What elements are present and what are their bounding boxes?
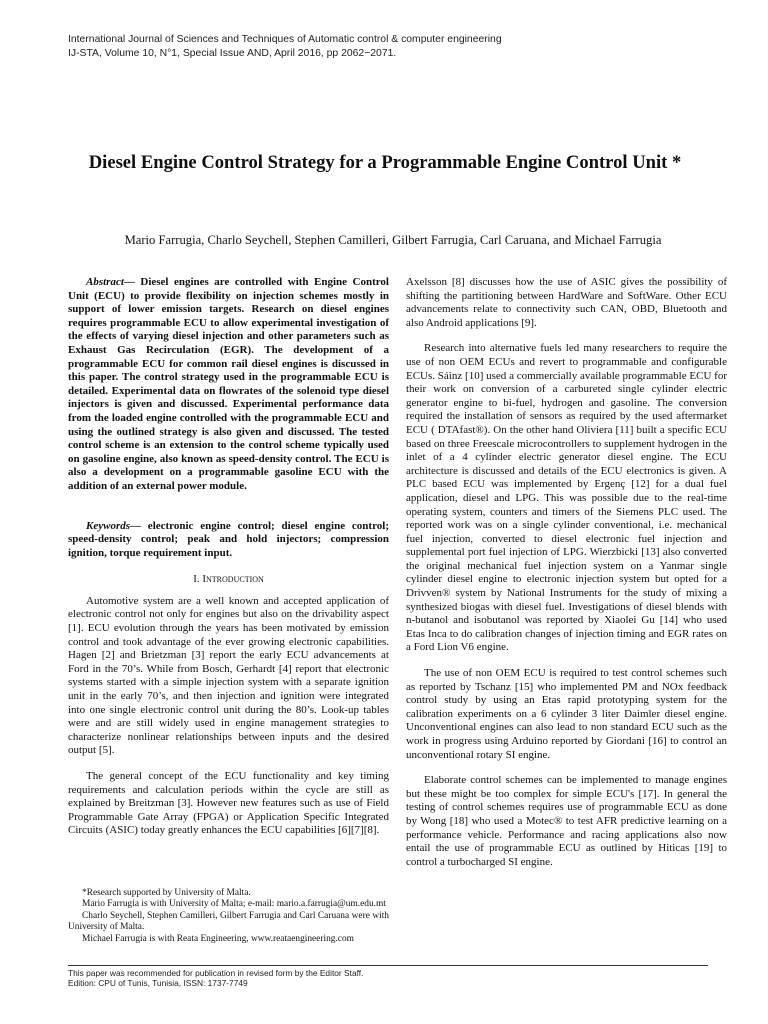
abstract — [68, 276, 389, 494]
keywords-text: — electronic engine control; diesel engine control; speed-density control; peak and hold injectors; compression ignition, torque requirement input. — [68, 519, 389, 559]
section-heading — [68, 573, 389, 587]
page-footer — [68, 968, 708, 989]
section-title: Introduction — [202, 573, 264, 586]
footnote: Charlo Seychell, Stephen Camilleri, Gilbert Farrugia and Carl Caruana were with University of Malta. — [68, 910, 389, 933]
footnote: *Research supported by University of Malta. — [82, 888, 251, 898]
footer-edition: Edition: CPU of Tunis, Tunisia, ISSN: 1737-7749 — [68, 978, 248, 989]
author-list: Mario Farrugia, Charlo Seychell, Stephen Camilleri, Gilbert Farrugia, Carl Caruana, and Michael Farrugia — [124, 233, 662, 247]
paragraph: Elaborate control schemes can be implemented to manage engines but these might be too complex for simple ECU's [17]. In general the testing of control schemes requires use of programmable ECU as done by Wong [18] who used a Motec® to test AFR predictive learning on a performance vehicle. Performance and racing applications also now entail the use of programmable ECU as outlined by Hiticas [19] to control a turbocharged SI engine. — [406, 774, 727, 868]
paragraph: Automotive system are a well known and accepted application of electronic control not only for engines but also on the drivability aspect [1]. ECU evolution through the years has been motivated by emission control and took advantage of the ever growing electronic capabilities. Hagen [2] and Brietzman [3] report the early ECU advancements at Ford in the 70’s. While from Bosch, Gerhardt [4] report that electronic systems started with a simple injection system with a separate ignition unit in the early 70’s, and then injection and ignition were integrated into one single electronic control unit during the 80’s. Look-up tables were and are still widely used in engine management strategies to characterize nonlinear relationships between inputs and the desired output [5]. — [68, 594, 389, 757]
abstract-text: — Diesel engines are controlled with Engine Control Unit (ECU) to provide flexibility on injection schemes mostly in support of lower emission targets. Research on diesel engines requires programmable ECU to allow experimental investigation of the effects of varying diesel injection and other parameters such as Exhaust Gas Recirculation (EGR). The development of a programmable ECU for common rail diesel engines is discussed in this paper. The control strategy used in the programmable ECU is detailed. Experimental data on flowrates of the solenoid type diesel injectors is given and discussed. Experimental performance data from the loaded engine controlled with the programmable ECU and using the outlined strategy is also given and discussed. The tested control scheme is an extension to the control scheme typically used on gasoline engine, also known as speed-density control. The ECU is also a development on a programmable gasoline ECU with the addition of an external power module. — [68, 276, 389, 492]
journal-issue: IJ-STA, Volume 10, N°1, Special Issue AND, April 2016, pp 2062−2071. — [68, 48, 397, 59]
paper-title: Diesel Engine Control Strategy for a Programmable Engine Control Unit * — [88, 152, 682, 173]
footer-divider — [68, 965, 708, 966]
section-number: I. — [193, 573, 200, 586]
keywords — [68, 520, 389, 561]
keywords-label: Keywords — [86, 519, 130, 532]
left-column — [68, 276, 389, 838]
abstract-label: Abstract — [86, 276, 124, 288]
footnotes — [68, 888, 389, 945]
footnote: Mario Farrugia is with University of Malta; e-mail: mario.a.farrugia@um.edu.mt — [82, 899, 386, 910]
journal-header — [68, 33, 708, 61]
journal-name: International Journal of Sciences and Techniques of Automatic control & computer engineering — [68, 34, 502, 45]
footnote: Michael Farrugia is with Reata Engineering, www.reataengineering.com — [82, 933, 354, 944]
paragraph: Research into alternative fuels led many researchers to require the use of non OEM ECUs and revert to programmable and configurable ECUs. Sáinz [10] used a commercially available programmable ECU for their work on conversion of a carbureted single cylinder electric generator engine to bi-fuel, hydrogen and gasoline. The conversion required the installation of sensors as required by the used aftermarket ECU ( DTAfast®). On the other hand Oliviera [11] built a specific ECU based on three Freescale microcontrollers to supplement hydrogen in the inlet of a 4 cylinder electric generator diesel engine. The ECU architecture is discussed and details of the ECU electronics is given. A PLC based ECU was implemented by Ergenç [12] for a dual fuel application, diesel and LPG. This was possible due to the real-time operating system, counters and timers of the Siemens PLC used. The reported work was on a single cylinder conventional, i.e. mechanical fuel injection, converted to diesel electronic fuel injection and supplemental port fuel injection of LPG. Wierzbicki [13] also converted the original mechanical fuel injection system on a Yanmar single cylinder diesel engine to electronic injection system but opted for a Drivven® system by National Instruments for the study of mixing a synthesized biogas with diesel fuel. Investigations of diesel blends with n-butanol and isobutanol was reported by Xiaolei Gu [14] who used Etas Inca to do calibration changes of injection timing and EGR rates on a Ford Lion V6 engine. — [406, 342, 727, 654]
paragraph: The general concept of the ECU functionality and key timing requirements and calculation periods within the cycle are still as explained by Breitzman [3]. However new features such as use of Field Programmable Gate Array (FPGA) or Application Specific Integrated Circuits (ASIC) today greatly enhances the ECU capabilities [6][7][8]. — [68, 770, 389, 837]
footer-recommendation: This paper was recommended for publication in revised form by the Editor Staff. — [68, 968, 364, 978]
paragraph: Axelsson [8] discusses how the use of ASIC gives the possibility of shifting the partitioning between HardWare and SoftWare. Other ECU advancements relate to connectivity such CAN, OBD, Bluetooth and also Android applications [9]. — [406, 276, 727, 329]
paragraph: The use of non OEM ECU is required to test control schemes such as reported by Tschanz [15] who implemented PM and NOx feedback control study by using an Etas rapid prototyping system for the calibration experiments on a 6 cylinder 3 liter Daimler diesel engine. Unconventional engines can also lead to non standard ECU such as the work in progress using Arduino reported by Giordani [16] to control an unconventional rotary SI engine. — [406, 667, 727, 761]
right-column — [406, 276, 727, 869]
